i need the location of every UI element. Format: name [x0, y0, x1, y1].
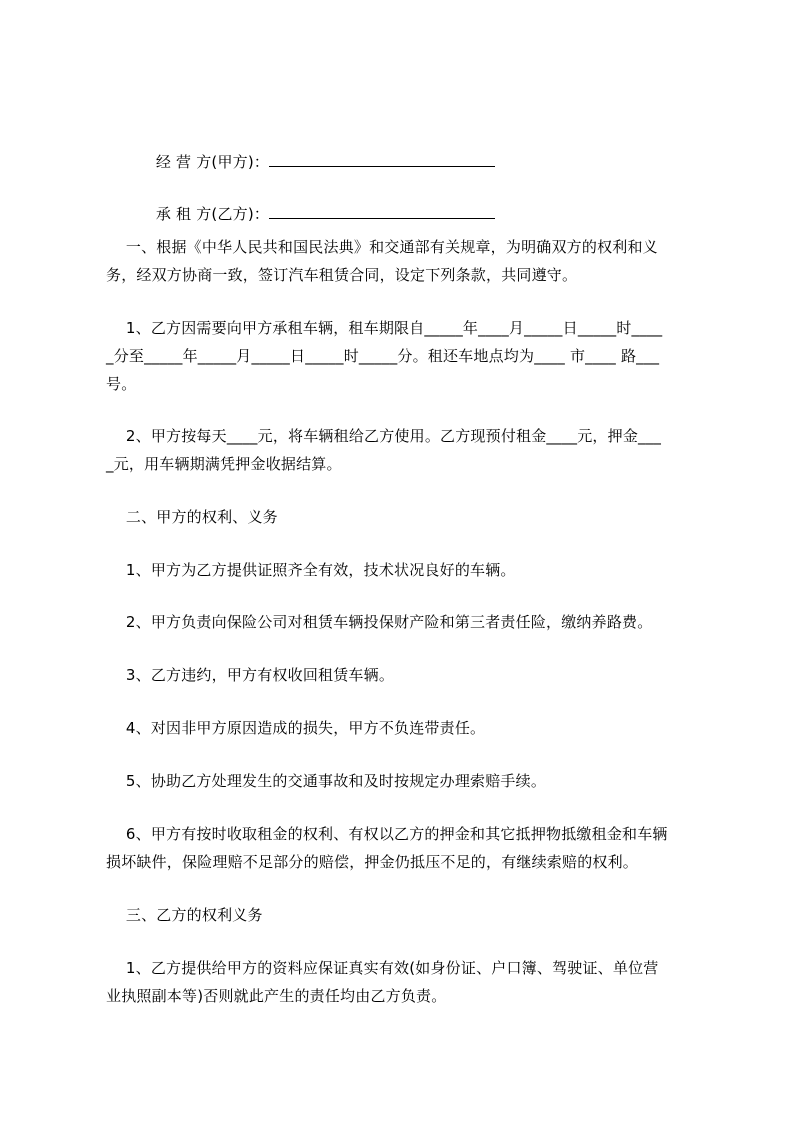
lessee-blank — [269, 206, 495, 219]
section1-item1-line-2: _分至_____年_____月_____日_____时_____分。租还车地点均为____ 市____ 路___ — [106, 347, 660, 365]
section1-item1-line-3: 号。 — [106, 375, 137, 393]
section1-item2-line-1: 2、甲方按每天____元，将车辆租给乙方使用。乙方现预付租金____元，押金___ — [106, 427, 662, 445]
lessee-party-line — [136, 184, 736, 244]
section2-item4: 4、对因非甲方原因造成的损失，甲方不负连带责任。 — [106, 719, 486, 737]
section2-item2: 2、甲方负责向保险公司对租赁车辆投保财产险和第三者责任险，缴纳养路费。 — [106, 613, 653, 631]
operator-party-line — [136, 132, 736, 192]
section1-intro-line-2: 务，经双方协商一致，签订汽车租赁合同，设定下列条款，共同遵守。 — [106, 266, 578, 284]
section1-item1-line-1: 1、乙方因需要向甲方承租车辆，租车期限自_____年____月_____日_____时____ — [106, 319, 663, 337]
section2-title: 二、甲方的权利、义务 — [106, 508, 278, 526]
section2-item1: 1、甲方为乙方提供证照齐全有效，技术状况良好的车辆。 — [106, 561, 516, 579]
section2-item5: 5、协助乙方处理发生的交通事故和及时按规定办理索赔手续。 — [106, 772, 547, 790]
section2-item3: 3、乙方违约，甲方有权收回租赁车辆。 — [106, 666, 395, 684]
section2-item6-line-2: 损坏缺件，保险理赔不足部分的赔偿，押金仍抵压不足的，有继续索赔的权利。 — [106, 853, 639, 871]
section3-item1-line-2: 业执照副本等)否则就此产生的责任均由乙方负责。 — [106, 987, 447, 1005]
operator-label: 经 营 方(甲方)： — [155, 153, 270, 171]
section3-item1-line-1: 1、乙方提供给甲方的资料应保证真实有效(如身份证、户口簿、驾驶证、单位营 — [106, 959, 659, 977]
section2-item6-line-1: 6、甲方有按时收取租金的权利、有权以乙方的押金和其它抵押物抵缴租金和车辆 — [106, 825, 668, 843]
section1-item2-line-2: _元，用车辆期满凭押金收据结算。 — [106, 455, 342, 473]
section3-title: 三、乙方的权利义务 — [106, 906, 263, 924]
lessee-label: 承 租 方(乙方)： — [155, 205, 270, 223]
section1-intro-line-1: 一、根据《中华人民共和国民法典》和交通部有关规章，为明确双方的权利和义 — [106, 238, 658, 256]
operator-blank — [269, 154, 495, 167]
